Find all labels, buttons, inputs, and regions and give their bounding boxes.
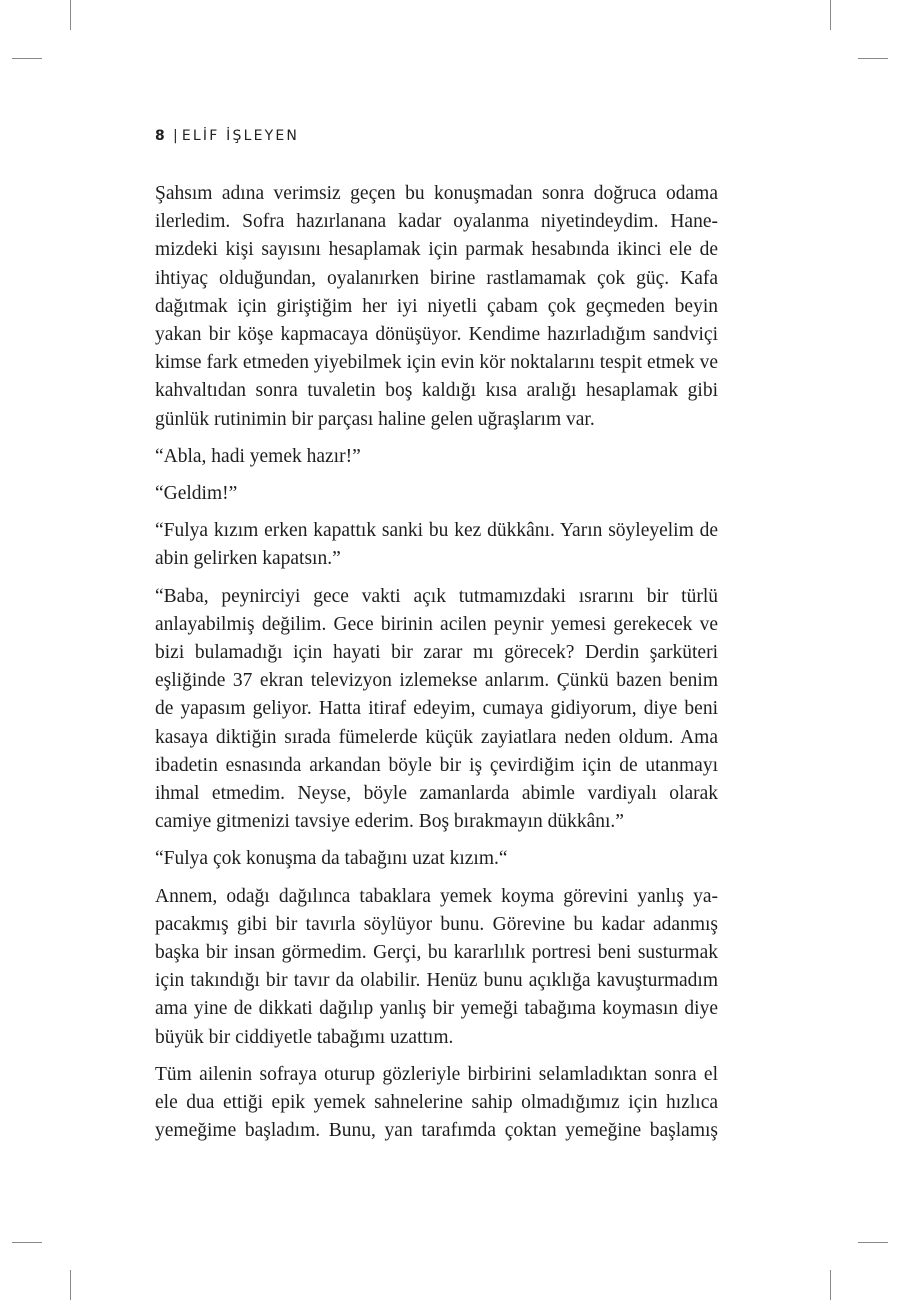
author-name: ELİF İŞLEYEN: [181, 128, 300, 144]
crop-mark-bottom-left-horizontal: [12, 1242, 42, 1243]
crop-mark-top-left-vertical: [70, 0, 71, 30]
paragraph-7: Annem, odağı dağılınca tabaklara yemek koyma görevini yanlış yapacakmış gibi bir tavırla söylüyor bunu. Görevine bu kadar adanmış başka bir insan görmedim. Gerçi, bu kararlılık portresi beni susturmak için takındığı bir tavır da olabilir. Henüz bunu açıklığa kavuşturmadım ama yine de dikkati dağılıp yanlış bir yemeği tabağıma koymasın diye büyük bir ciddiyetle tabağımı uzattım.: [155, 885, 718, 1048]
crop-mark-top-left-horizontal: [12, 58, 42, 59]
paragraph-4: “Fulya kızım erken kapattık sanki bu kez dükkânı. Yarın söyleyelim de abin gelirken kapatsın.”: [155, 520, 718, 570]
paragraph-2: “Abla, hadi yemek hazır!”: [155, 445, 361, 467]
crop-mark-bottom-right-horizontal: [858, 1242, 888, 1243]
crop-mark-top-right-horizontal: [858, 58, 888, 59]
crop-mark-bottom-left-vertical: [70, 1270, 71, 1300]
paragraph-6: “Fulya çok konuşma da tabağını uzat kızım.“: [155, 848, 508, 870]
running-head: [155, 128, 299, 144]
page-number: 8: [155, 128, 167, 144]
paragraph-5: “Baba, peynirciyi gece vakti açık tutmamızdaki ısrarını bir türlü anlayabilmiş değilim. Gece birinin acilen peynir yemesi gerekecek ve bizi bulamadığı için hayati bir zarar mı görecek? Derdin şarküteri eşliğinde 37 ekran televizyon izlemekse anlarım. Çünkü bazen benim de yapasım geliyor. Hatta itiraf edeyim, cumaya gidiyorum, diye beni kasaya diktiğin sırada fümelerde küçük zayiatlara neden oldum. Ama ibadetin esnasında arkandan böyle bir iş çevirdiğim için de utanmayı ihmal etmedim. Neyse, böyle zamanlarda abimle vardiyalı olarak camiye gitmenizi tavsiye ederim. Boş bırakmayın dükkânı.”: [155, 585, 718, 833]
crop-mark-top-right-vertical: [830, 0, 831, 30]
paragraph-8: Tüm ailenin sofraya oturup gözleriyle birbirini selamladıktan sonra el ele dua ettiği epik yemek sahnelerine sahip olmadığımız için hızlıca yemeğime başladım. Bunu, yan tarafımda çoktan yemeğine başlamış: [155, 1063, 718, 1142]
crop-mark-bottom-right-vertical: [830, 1270, 831, 1300]
body-text: [155, 180, 718, 1155]
paragraph-3: “Geldim!”: [155, 483, 238, 505]
header-separator: |: [172, 128, 180, 144]
paragraph-1: Şahsım adına verimsiz geçen bu konuşmadan sonra doğruca odama ilerledim. Sofra hazırlanana kadar oyalanma niyetindeydim. Hanemizdeki kişi sayısını hesaplamak için parmak hesabında ikinci ele de ihtiyaç olduğundan, oyalanırken birine rastlamamak çok güç. Kafa dağıtmak için giriştiğim her iyi niyetli çabam çok geçmeden beyin yakan bir köşe kapmacaya dönüşüyor. Kendime hazırladığım sandviçi kimse fark etmeden yiyebilmek için evin kör noktalarını tespit etmek ve kahvaltıdan sonra tuvaletin boş kaldığı kısa aralığı hesaplamak gibi günlük rutinimin bir parçası haline gelen uğraşlarım var.: [155, 183, 718, 430]
